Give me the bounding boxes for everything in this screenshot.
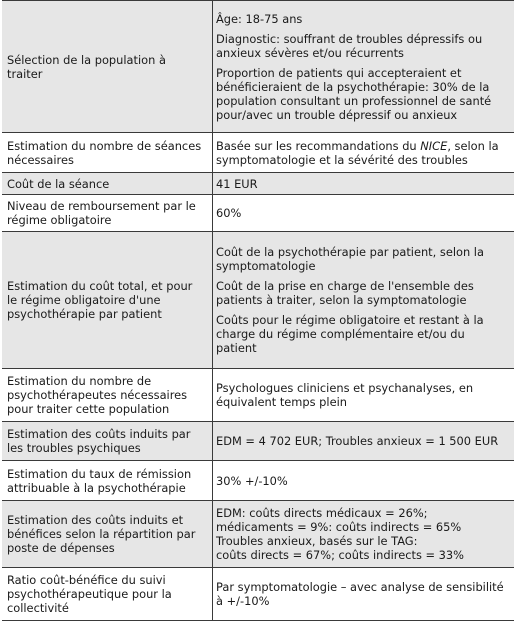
table-row bbox=[2, 369, 514, 422]
table-row bbox=[2, 133, 514, 173]
row-content bbox=[212, 568, 514, 620]
row-content bbox=[212, 195, 514, 231]
row-label: Estimation des coûts induits par les troubles psychiques bbox=[7, 427, 191, 455]
table-row bbox=[2, 422, 514, 461]
row-content bbox=[212, 461, 514, 500]
row-line: médicaments = 9%: coûts indirects = 65% bbox=[216, 520, 462, 534]
cost-benefit-table bbox=[2, 0, 514, 621]
row-paragraph: Coût de la psychothérapie par patient, selon la symptomatologie bbox=[216, 245, 484, 273]
row-label: Estimation du coût total, et pour le régime obligatoire d'une psychothérapie par patient bbox=[7, 279, 193, 321]
row-content bbox=[212, 232, 514, 368]
row-content bbox=[212, 1, 514, 132]
row-label: Niveau de remboursement par le régime obligatoire bbox=[7, 199, 196, 227]
row-content bbox=[212, 133, 514, 172]
row-label: Estimation du taux de rémission attribuable à la psychothérapie bbox=[7, 466, 192, 495]
nice-emphasis: NICE bbox=[420, 138, 448, 153]
row-label: Estimation du nombre de psychothérapeutes nécessaires pour traiter cette population bbox=[7, 374, 188, 416]
row-line: EDM: coûts directs médicaux = 26%; bbox=[216, 506, 428, 520]
table-row bbox=[2, 232, 514, 369]
row-content bbox=[212, 173, 514, 194]
row-paragraph: Psychologues cliniciens et psychanalyses, en équivalent temps plein bbox=[216, 381, 474, 409]
table-row bbox=[2, 568, 514, 621]
row-content bbox=[212, 369, 514, 421]
row-label: Estimation du nombre de séances nécessaires bbox=[7, 138, 202, 167]
row-content bbox=[212, 422, 514, 460]
row-paragraph: EDM = 4 702 EUR; Troubles anxieux = 1 500 EUR bbox=[216, 434, 499, 448]
row-paragraph: Coût de la prise en charge de l'ensemble des patients à traiter, selon la symptomatologie bbox=[216, 279, 474, 307]
row-paragraph: Coûts pour le régime obligatoire et restant à la charge du régime complémentaire et/ou du patient bbox=[216, 313, 484, 355]
row-label: Estimation des coûts induits et bénéfices selon la répartition par poste de dépenses bbox=[7, 513, 196, 555]
table-row bbox=[2, 195, 514, 232]
table-row bbox=[2, 173, 514, 195]
row-label: Ratio coût-bénéfice du suivi psychothérapeutique pour la collectivité bbox=[7, 573, 172, 615]
row-paragraph: 41 EUR bbox=[216, 176, 258, 191]
row-paragraph: 60% bbox=[216, 206, 242, 220]
row-paragraph: Proportion de patients qui accepteraient et bénéficieraient de la psychothérapie: 30% de la population consultant un professionnel de santé pour/avec un trouble dépressif ou anxieux bbox=[216, 65, 492, 122]
table-row bbox=[2, 0, 514, 133]
row-paragraph: Par symptomatologie – avec analyse de sensibilité à +/-10% bbox=[216, 580, 504, 608]
table-row bbox=[2, 501, 514, 568]
row-paragraph: 30% +/-10% bbox=[216, 473, 288, 488]
row-label: Sélection de la population à traiter bbox=[7, 52, 166, 81]
row-label: Coût de la séance bbox=[7, 176, 110, 191]
table-row bbox=[2, 461, 514, 501]
row-line: coûts directs = 67%; coûts indirects = 33% bbox=[216, 548, 464, 562]
row-line: Troubles anxieux, basés sur le TAG: bbox=[216, 534, 418, 548]
row-content bbox=[212, 501, 514, 567]
row-paragraph: Âge: 18-75 ans bbox=[216, 11, 303, 26]
row-paragraph: Basée sur les recommandations du NICE, selon la symptomatologie et la sévérité des troubles bbox=[216, 138, 499, 167]
row-paragraph: Diagnostic: souffrant de troubles dépressifs ou anxieux sévères et/ou récurrents bbox=[216, 31, 483, 60]
